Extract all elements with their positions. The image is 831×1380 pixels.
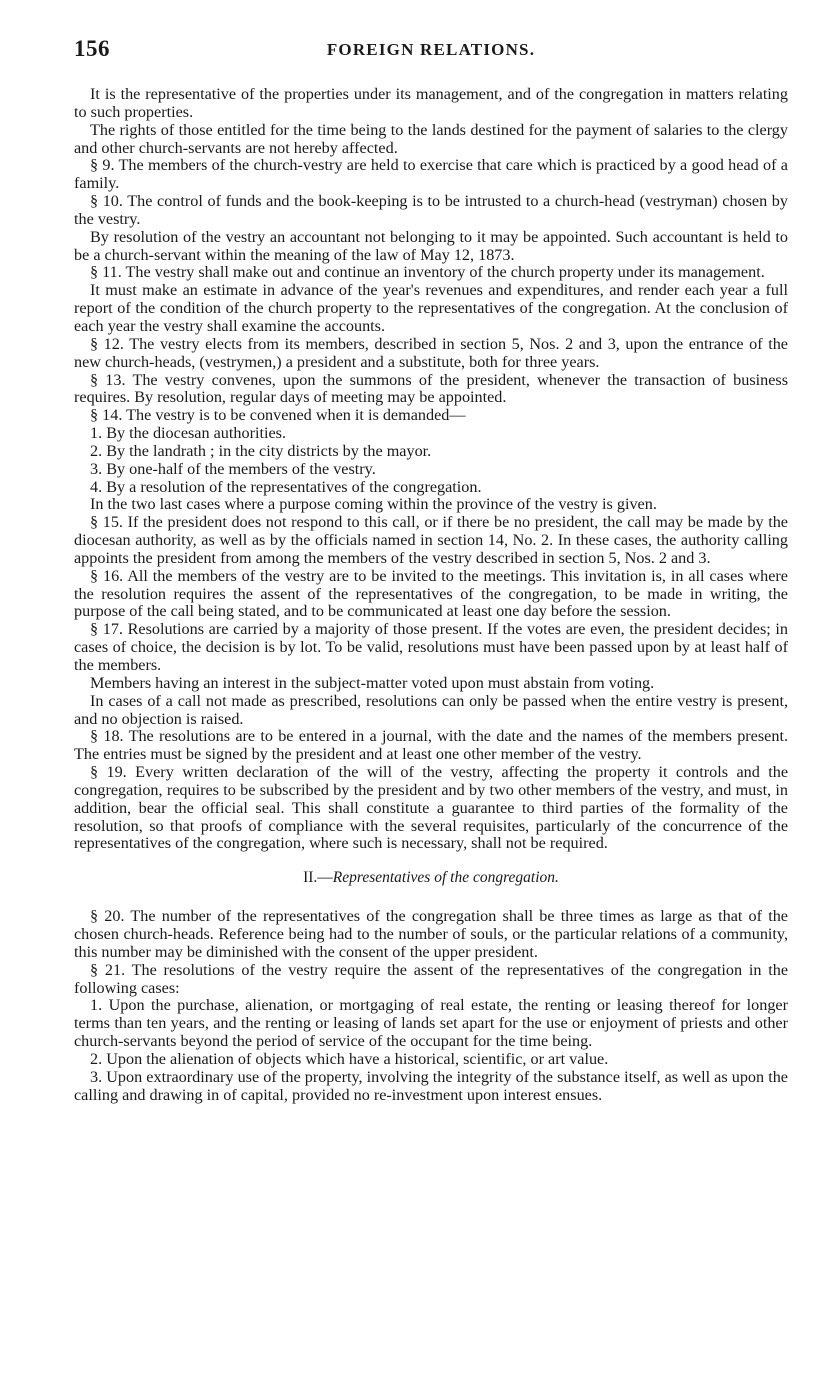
running-head: FOREIGN RELATIONS. <box>326 40 536 59</box>
paragraph: § 10. The control of funds and the book-keeping is to be intrusted to a church-head (vestryman) chosen by the vestry. <box>74 192 788 228</box>
paragraph: Members having an interest in the subject-matter voted upon must abstain from voting. <box>90 673 655 692</box>
paragraph: § 15. If the president does not respond to this call, or if there be no president, the call may be made by the diocesan authority, as well as by the officials named in section 14, No. 2. In these cases, the authority calling appoints the president from among the members of the vestry described in section 5, Nos. 2 and 3. <box>74 513 788 567</box>
paragraph: 1. By the diocesan authorities. <box>90 424 287 443</box>
paragraph: § 17. Resolutions are carried by a majority of those present. If the votes are even, the president decides; in cases of choice, the decision is by lot. To be valid, resolutions must have been passed upon by at least half of the members. <box>74 620 788 674</box>
body-text <box>74 86 788 1104</box>
paragraph: In the two last cases where a purpose coming within the province of the vestry is given. <box>90 495 657 514</box>
paragraph: By resolution of the vestry an accountant not belonging to it may be appointed. Such accountant is held to be a church-servant within the meaning of the law of May 12, 1873. <box>74 227 788 264</box>
section-numeral: II.— <box>303 869 333 887</box>
paragraph: § 19. Every written declaration of the will of the vestry, affecting the property it controls and the congregation, requires to be subscribed by the president and by two other members of the vestry, and must, in addition, bear the official seal. This shall constitute a guarantee to third parties of the formality of the resolution, so that proofs of compliance with the several requisites, particularly of the concurrence of the representatives of the congregation, where such is necessary, shall not be required. <box>74 763 788 853</box>
section-title: Representatives of the congregation. <box>332 869 559 887</box>
paragraph: 1. Upon the purchase, alienation, or mortgaging of real estate, the renting or leasing thereof for longer terms than ten years, and the renting or leasing of lands set apart for the use or enjoyment of priests and other church-servants beyond the period of service of the occupant for the time being. <box>74 996 788 1051</box>
paragraph: § 16. All the members of the vestry are to be invited to the meetings. This invitation is, in all cases where the resolution requires the assent of the representatives of the congregation, to be made in writing, the purpose of the call being stated, and to be communicated at least one day before the session. <box>74 566 788 621</box>
paragraph: 2. By the landrath ; in the city districts by the mayor. <box>90 441 432 460</box>
paragraph: § 14. The vestry is to be convened when it is demanded— <box>90 406 466 425</box>
paragraph: § 21. The resolutions of the vestry require the assent of the representatives of the congregation in the following cases: <box>74 960 788 997</box>
paragraph: § 9. The members of the church-vestry are held to exercise that care which is practiced by a good head of a family. <box>74 156 788 193</box>
paragraph: § 12. The vestry elects from its members, described in section 5, Nos. 2 and 3, upon the entrance of the new church-heads, (vestrymen,) a president and a substitute, both for three years. <box>74 334 788 371</box>
paragraph: § 20. The number of the representatives of the congregation shall be three times as large as that of the chosen church-heads. Reference being had to the number of souls, or the particular relations of a community, this number may be diminished with the consent of the upper president. <box>74 907 788 961</box>
section-representatives-paragraphs <box>74 908 788 1104</box>
paragraph: It is the representative of the properties under its management, and of the congregation in matters relating to such properties. <box>74 85 788 121</box>
section-heading <box>74 869 788 887</box>
page-number: 156 <box>74 36 110 61</box>
section-vestry-paragraphs <box>74 86 788 853</box>
paragraph: In cases of a call not made as prescribed, resolutions can only be passed when the entire vestry is present, and no objection is raised. <box>74 691 788 728</box>
paragraph: § 11. The vestry shall make out and continue an inventory of the church property under its management. <box>90 263 765 282</box>
paragraph: 3. Upon extraordinary use of the property, involving the integrity of the substance itself, as well as upon the calling and drawing in of capital, provided no re-investment upon interest ensues. <box>74 1067 788 1104</box>
paragraph: It must make an estimate in advance of the year's revenues and expenditures, and render each year a full report of the condition of the church property to the representatives of the congregation. At the conclusion of each year the vestry shall examine the accounts. <box>74 281 788 335</box>
paragraph: § 18. The resolutions are to be entered in a journal, with the date and the names of the members present. The entries must be signed by the president and at least one other member of the vestry. <box>74 727 788 764</box>
page-header <box>74 36 788 66</box>
paragraph: 3. By one-half of the members of the vestry. <box>90 459 376 478</box>
paragraph: § 13. The vestry convenes, upon the summons of the president, whenever the transaction of business requires. By resolution, regular days of meeting may be appointed. <box>74 370 788 407</box>
paragraph: 4. By a resolution of the representatives of the congregation. <box>90 477 482 496</box>
paragraph: The rights of those entitled for the time being to the lands destined for the payment of salaries to the clergy and other church-servants are not hereby affected. <box>74 120 788 157</box>
paragraph: 2. Upon the alienation of objects which have a historical, scientific, or art value. <box>90 1049 609 1068</box>
